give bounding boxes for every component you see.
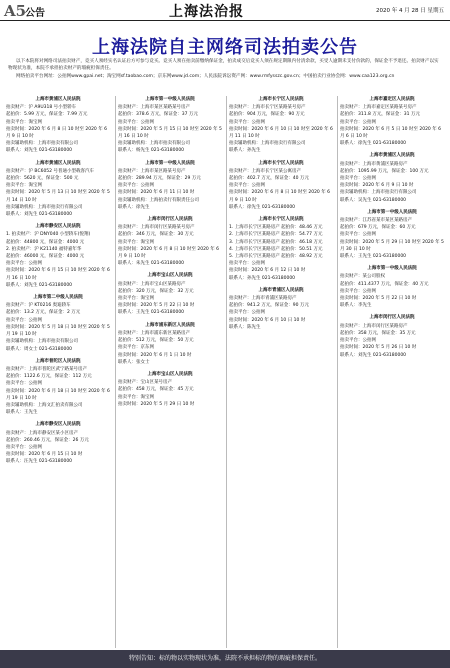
notice-court-name: 上海市黄浦区人民法院 — [369, 153, 415, 159]
notice-line: 起拍价：679 万元，保证金：60 万元 — [340, 225, 416, 231]
notice-line: 起拍价：13.2 万元，保证金：2 万元 — [6, 310, 81, 316]
notice-line: 拍卖平台：公拍网 — [340, 176, 376, 182]
auction-notice — [4, 294, 112, 353]
notice-line: 拍卖平台：公拍网 — [6, 317, 42, 323]
notice-line: 联系人：朱先生 021-63180000 — [118, 261, 185, 267]
notice-line: 拍卖时间：2020 年 5 月 29 日 10 时 — [118, 401, 195, 407]
section-label: 公告 — [25, 8, 45, 19]
notice-court-name: 上海市第一中级人民法院 — [367, 209, 417, 215]
footer-notice: 特别告知：标的物以实物现状为准，法院不承担标的物的瑕疵担保责任。 — [0, 650, 450, 668]
notice-columns — [4, 96, 446, 648]
notice-line: 起拍价：311.8 万元，保证金：31 万元 — [340, 112, 420, 118]
notice-line: 起拍价：44800 元，保证金：4000 元 — [6, 239, 85, 245]
auction-notice — [4, 96, 112, 155]
masthead: 上海法治报 — [169, 4, 244, 20]
notice-line: 拍卖辅助机构：上海市拍卖行有限公司 — [6, 204, 83, 210]
notice-line: 拍卖时间：2020 年 6 月 18 日 10 时至 2020 年 6 月 19 日 10 时 — [6, 388, 110, 401]
notice-court-name: 上海市黄浦区人民法院 — [35, 97, 81, 102]
notice-line: 起拍价：5620 元，保证金：500 元 — [6, 176, 79, 182]
notice-line: 2. 上海市长宁区某路房产 起拍价：54.77 万元 — [229, 232, 323, 238]
intro-paragraph: 网络拍卖平台网址：公拍网www.gpai.net；淘宝网sf.taobao.com；京东网www.jd.com；人民法院诉讼资产网：www.rmfysszc.gov.cn；中国拍卖行业协会网：www.caa123.org.cn — [16, 73, 395, 79]
notice-line: 拍卖平台：公拍网 — [340, 119, 376, 125]
notice-line: 联系人：陈先生 — [229, 324, 261, 330]
notice-line: 联系人：王先生 021-63180000 — [118, 310, 185, 316]
page-number: A5 — [4, 2, 27, 20]
notice-line: 起拍价：512 万元，保证金：50 万元 — [118, 338, 194, 344]
notice-court-name: 上海市第一中级人民法院 — [145, 97, 195, 102]
notice-court-name: 上海市闵行区人民法院 — [147, 217, 193, 223]
notice-line: 拍卖平台：公拍网 — [6, 381, 42, 387]
notice-line: 拍卖时间：2020 年 6 月 10 日 10 时至 2020 年 6 月 11 日 10 时 — [229, 126, 333, 140]
notice-line: 1. 上海市长宁区某路房产 起拍价：48.46 万元 — [229, 225, 323, 231]
notice-line: 拍卖财产：上海市青浦区某路房产 — [229, 296, 297, 302]
notice-line: 拍卖辅助机构：上海拍卖行有限责任公司 — [118, 197, 199, 203]
notice-line: 拍卖财产：沪 KT0216 奥迪轿车 — [6, 303, 71, 309]
auction-notice — [227, 96, 335, 155]
notice-line: 拍卖辅助机构：上海市拍卖行有限公司 — [229, 141, 306, 147]
notice-court-name: 上海市第一中级人民法院 — [367, 266, 417, 272]
auction-notice — [338, 96, 446, 147]
notice-line: 拍卖平台：京东网 — [118, 345, 154, 351]
notice-court-name: 上海市黄浦区人民法院 — [35, 160, 81, 166]
notice-line: 联系人：李先生 — [340, 303, 372, 309]
notice-line: 起拍价：5.99 万元，保证金：7.99 万元 — [6, 112, 88, 118]
auction-notice — [116, 216, 224, 267]
notice-court-name: 上海市第二中级人民法院 — [33, 295, 83, 301]
notice-line: 拍卖辅助机构：上海市拍卖有限公司 — [118, 141, 190, 147]
notice-line: 拍卖财产：江苏省某市某区某路房产 — [340, 218, 412, 224]
notice-line: 拍卖平台：淘宝网 — [6, 183, 42, 189]
notice-court-name: 上海市闵行区人民法院 — [369, 315, 415, 321]
notice-line: 联系人：孙先生 — [229, 148, 261, 154]
notice-line: 拍卖平台：公拍网 — [229, 119, 265, 125]
notice-line: 拍卖平台：淘宝网 — [118, 394, 154, 400]
notice-line: 拍卖平台：公拍网 — [118, 119, 154, 125]
notice-line: 拍卖时间：2020 年 6 月 8 日 10 时至 2020 年 6 月 9 日 10 时 — [229, 190, 331, 203]
notice-line: 起拍价：320 万元，保证金：32 万元 — [118, 288, 194, 294]
auction-notice — [116, 272, 224, 316]
notice-line: 起拍价：941.2 万元，保证金：90 万元 — [229, 303, 309, 309]
notice-line: 拍卖时间：2020 年 5 月 22 日 10 时 — [118, 303, 195, 309]
notice-line: 拍卖时间：2020 年 6 月 11 日 10 时 — [118, 190, 195, 196]
notice-court-name: 上海市普陀区人民法院 — [35, 358, 81, 364]
auction-notice — [227, 287, 335, 331]
notice-line: 拍卖时间：2020 年 6 月 1 日 10 时 — [118, 352, 192, 358]
notice-line: 拍卖时间：2020 年 6 月 15 日 10 时 — [6, 452, 83, 458]
notice-line: 联系人：吴先生 021-63180000 — [340, 197, 407, 203]
notice-line: 拍卖平台：淘宝网 — [118, 239, 154, 245]
notice-line: 拍卖平台：公拍网 — [229, 183, 265, 189]
notice-court-name: 上海市宝山区人民法院 — [147, 273, 193, 279]
notice-line: 联系人：王先生 — [6, 410, 38, 416]
notice-line: 拍卖财产：上海市宝山区某路房产 — [118, 281, 186, 287]
auction-notice — [4, 160, 112, 219]
notice-line: 拍卖时间：2020 年 5 月 22 日 10 时 — [340, 296, 417, 302]
notice-column — [115, 96, 224, 648]
notice-line: 拍卖平台：公拍网 — [229, 261, 265, 267]
notice-line: 拍卖财产：宝山区某号房产 — [118, 380, 172, 386]
notice-line: 拍卖财产：上海市普陀区武宁路某号房产 — [6, 366, 87, 372]
notice-court-name: 上海市第一中级人民法院 — [145, 160, 195, 166]
issue-date: 2020 年 4 月 28 日 星期五 — [376, 8, 444, 14]
notice-court-name: 上海市嘉定区人民法院 — [369, 97, 415, 102]
notice-line: 拍卖时间：2020 年 6 月 10 日 10 时 — [229, 317, 306, 323]
notice-court-name: 上海市长宁区人民法院 — [258, 160, 304, 166]
notice-court-name: 上海市长宁区人民法院 — [258, 217, 304, 223]
auction-notice — [116, 322, 224, 366]
notice-line: 联系人：汪先生 021-63180000 — [6, 459, 73, 465]
notice-line: 拍卖平台：公拍网 — [6, 261, 42, 267]
notice-line: 起拍价：402.7 万元，保证金：40 万元 — [229, 176, 309, 182]
notice-line: 拍卖平台：公拍网 — [340, 288, 376, 294]
notice-line: 拍卖财产：某公司股权 — [340, 274, 385, 280]
notice-line: 联系人：张女士 — [118, 359, 150, 365]
notice-line: 拍卖辅助机构：上海市拍卖有限公司 — [6, 141, 78, 147]
notice-line: 联系人：刘先生 021-63180000 — [6, 282, 73, 288]
notice-line: 起拍价：458 万元，保证金：45 万元 — [118, 387, 194, 393]
intro-block — [8, 58, 442, 80]
auction-notice — [227, 216, 335, 282]
notice-line: 拍卖财产：上海市浦东新区某路房产 — [118, 330, 190, 336]
notice-court-name: 上海市浦东新区人民法院 — [145, 322, 195, 328]
notice-line: 拍卖财产：沪 A9U318 号小型轿车 — [6, 105, 77, 111]
notice-line: 起拍价：289.94 万元，保证金：29 万元 — [118, 176, 201, 182]
notice-line: 拍卖时间：2020 年 6 月 12 日 10 时 — [229, 268, 306, 274]
notice-line: 起拍价：1095.99 万元，保证金：100 万元 — [340, 168, 429, 174]
notice-line: 联系人：刘先生 021-63180000 — [340, 352, 407, 358]
notice-line: 起拍价：378.6 万元，保证金：37 万元 — [118, 112, 198, 118]
notice-line: 联系人：孙先生 021-63180000 — [229, 275, 296, 281]
auction-notice — [227, 160, 335, 211]
page-title: 上海法院自主网络司法拍卖公告 — [92, 37, 358, 58]
notice-line: 联系人：刘先生 021-63180000 — [6, 212, 73, 218]
auction-notice — [338, 209, 446, 260]
notice-line: 拍卖平台：淘宝网 — [6, 119, 42, 125]
notice-line: 拍卖平台：淘宝网 — [118, 296, 154, 302]
notice-line: 拍卖财产：上海市长宁区某公寓房产 — [229, 168, 301, 174]
auction-notice — [4, 358, 112, 417]
notice-line: 拍卖平台：公拍网 — [118, 183, 154, 189]
notice-line: 拍卖时间：2020 年 5 月 26 日 10 时 — [340, 345, 417, 351]
auction-notice — [338, 265, 446, 309]
notice-line: 拍卖时间：2020 年 6 月 5 日 10 时至 2020 年 6 月 6 日 10 时 — [340, 126, 442, 140]
notice-line: 拍卖辅助机构：上海市拍卖行有限公司 — [340, 190, 417, 196]
notice-line: 联系人：徐先生 — [118, 204, 150, 210]
notice-line: 拍卖时间：2020 年 6 月 8 日 10 时至 2020 年 6 月 9 日 10 时 — [118, 246, 220, 260]
notice-column — [226, 96, 335, 648]
notice-line: 起拍价：1122.6 万元，保证金：112 万元 — [6, 374, 92, 380]
auction-notice — [116, 160, 224, 211]
notice-line: 拍卖财产：上海市闵行区某路某号房产 — [118, 225, 195, 231]
notice-line: 5. 上海市长宁区某路房产 起拍价：48.92 万元 — [229, 254, 323, 260]
auction-notice — [116, 371, 224, 408]
notice-line: 联系人：徐先生 021-63180000 — [340, 141, 407, 147]
notice-line: 拍卖时间：2020 年 5 月 15 日 10 时至 2020 年 5 月 16 日 10 时 — [118, 126, 222, 140]
notice-line: 联系人：周女士 021-63180000 — [6, 346, 73, 352]
notice-line: 拍卖时间：2020 年 6 月 9 日 10 时 — [340, 183, 414, 189]
page-header — [0, 0, 450, 21]
notice-line: 拍卖财产：上海市某区路某号房产 — [118, 168, 186, 174]
notice-line: 起拍价：411.4377 万元，保证金：40 万元 — [340, 281, 429, 287]
notice-court-name: 上海市静安区人民法院 — [35, 224, 81, 230]
notice-line: 起拍价：904 万元，保证金：90 万元 — [229, 112, 305, 118]
auction-notice — [338, 152, 446, 203]
auction-notice — [4, 223, 112, 289]
notice-line: 1. 拍卖财产：沪 DNY040 小型轿车(悦翔) — [6, 232, 91, 238]
notice-line: 起拍价：46000 元，保证金：4000 元 — [6, 254, 85, 260]
notice-line: 拍卖平台：公拍网 — [6, 444, 42, 450]
notice-line: 3. 上海市长宁区某路房产 起拍价：46.18 万元 — [229, 239, 323, 245]
notice-court-name: 上海市宝山区人民法院 — [147, 371, 193, 377]
notice-line: 拍卖辅助机构：上海文汇拍卖有限公司 — [6, 402, 83, 408]
notice-line: 拍卖财产：沪 BC6052 号普通小型载客汽车 — [6, 168, 94, 174]
notice-line: 拍卖财产：上海市静安区某小区房产 — [6, 430, 78, 436]
notice-line: 4. 上海市长宁区某路房产 起拍价：50.51 万元 — [229, 246, 323, 252]
notice-line: 拍卖平台：公拍网 — [340, 338, 376, 344]
notice-line: 拍卖平台：公拍网 — [340, 232, 376, 238]
notice-line: 联系人：杨先生 021-63180000 — [118, 148, 185, 154]
notice-line: 起拍价：260.46 万元，保证金：26 万元 — [6, 437, 89, 443]
notice-line: 联系人：王先生 021-63180000 — [340, 254, 407, 260]
auction-notice — [338, 314, 446, 358]
intro-paragraph: 以下本院将对网络司法拍卖财产，竞买人须经实名认证后方可参与竞买。竞买人须在拍卖前缴纳保证金，拍卖成交后竞买人须在规定期限内付清余款，买受人逾期未支付价款的，保证金不予退还。拍卖财产以实物现状为准，本院不承担拍卖财产的瑕疵担保责任。 — [8, 59, 439, 72]
notice-line: 拍卖时间：2020 年 5 月 18 日 10 时至 2020 年 5 月 19 日 10 时 — [6, 324, 110, 338]
notice-line: 拍卖时间：2020 年 6 月 8 日 10 时至 2020 年 6 月 9 日 10 时 — [6, 126, 108, 140]
notice-line: 拍卖时间：2020 年 5 月 29 日 10 时至 2020 年 5 月 30 日 10 时 — [340, 239, 444, 252]
notice-line: 拍卖财产：上海市黄浦区某路房产 — [340, 161, 408, 167]
notice-line: 拍卖财产：上海市某区某路某号房产 — [118, 105, 190, 111]
notice-court-name: 上海市长宁区人民法院 — [258, 97, 304, 102]
auction-notice — [4, 421, 112, 465]
notice-line: 拍卖财产：上海市闵行区某路房产 — [340, 323, 408, 329]
notice-court-name: 上海市青浦区人民法院 — [258, 287, 304, 293]
notice-line: 拍卖辅助机构：上海市拍卖有限公司 — [6, 339, 78, 345]
notice-line: 2. 拍卖财产：沪 K21140 福特嘉年华 — [6, 246, 82, 252]
auction-notice — [116, 96, 224, 155]
notice-column — [337, 96, 446, 648]
notice-line: 拍卖时间：2020 年 5 月 13 日 10 时至 2020 年 5 月 14 日 10 时 — [6, 190, 110, 203]
notice-line: 联系人：徐先生 021-63180000 — [229, 204, 296, 210]
notice-line: 起拍价：358 万元，保证金：35 万元 — [340, 330, 416, 336]
notice-line: 起拍价：346 万元，保证金：30 万元 — [118, 232, 194, 238]
notice-line: 拍卖平台：公拍网 — [229, 310, 265, 316]
notice-court-name: 上海市静安区人民法院 — [35, 422, 81, 428]
notice-column — [4, 96, 112, 648]
notice-line: 拍卖财产：上海市嘉定区某路某号房产 — [340, 105, 417, 111]
notice-line: 拍卖时间：2020 年 6 月 15 日 10 时至 2020 年 6 月 16 日 10 时 — [6, 268, 110, 281]
notice-line: 拍卖财产：上海市长宁区某路某号房产 — [229, 105, 306, 111]
notice-line: 联系人：刘先生 021-63180000 — [6, 148, 73, 154]
